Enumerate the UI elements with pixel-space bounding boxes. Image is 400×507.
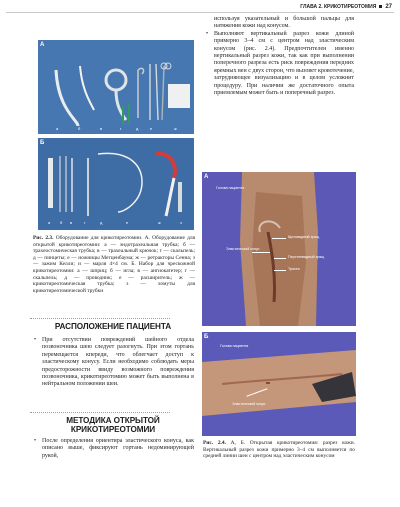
figure-2-4-panel-b xyxy=(202,332,356,436)
annotation-line xyxy=(274,258,286,259)
caption-lead: Рис. 2.4. xyxy=(203,440,226,446)
right-column-text xyxy=(206,16,354,97)
annotation: Эластический конус xyxy=(226,247,260,251)
sublabel: г xyxy=(120,126,122,131)
sublabel: ж xyxy=(174,126,177,131)
panel-label-a: А xyxy=(204,174,209,180)
bullet-text: При отсутствии повреждений шейного отдела позвоночника шею следует разогнуть. При этом гортань перемещается кпереди, что облегчает доступ к эластическому конусу. Если необходимо соблюдать меры предосторожности ввиду возможного повреждения позвоночника, крикотиреотомию может быть выполнена в нейтральном положении шеи. xyxy=(42,337,194,388)
bullet-text: После определения ориентира эластического конуса, как описано выше, фиксируют гортань недоминирующей рукой, xyxy=(42,438,194,459)
sublabel: ж xyxy=(158,220,161,225)
position-bullet-text xyxy=(34,337,194,389)
annotation: Эластический конус xyxy=(232,402,266,406)
annotation: Перстневидный хрящ xyxy=(288,255,325,259)
caption-text: Оборудование для крикотиреотомии. А. Оборудование для открытой крикотиреотомии: а — эндотрахеальная трубка; б — трахеостомическая трубка; в — трахеальный крючок; г — скальпель; д — пинцеты; е — ножницы Метценбаума; ж — ретракторы Сенна; з — зажим Келли; и — марля 4×4 см. Б. Набор для чрескожной крикотиреотомии: а — шприц; б — игла; в — ангиокатетер; г — скальпель; д — проводник; е — расширитель; ж — крикотиреотомическая трубка; з — хомуты для крикотиреотомической трубки xyxy=(33,235,195,294)
chapter-title: ГЛАВА 2. КРИКОТИРЕОТОМИЯ xyxy=(300,3,377,10)
bullet-text: Выполняют вертикальный разрез кожи длиной примерно 3–4 см с центром над эластическим конусом (рис. 2.4). Предпочтителен именно вертикальный разрез кожи, так как при выполнении поперечного разреза есть риск повреждения передних яремных вен с двух сторон, что вызовет кровотечение, затрудняющее визуализацию и в целом усложнит процедуру. При наличии же достаточного опыта приемлемым может быть и поперечный разрез. xyxy=(214,30,354,97)
panel-label-b: Б xyxy=(204,334,209,340)
sublabel: д xyxy=(136,126,139,131)
figure-2-3-panel-a xyxy=(38,40,194,134)
figure-2-4-panel-a xyxy=(202,172,356,326)
sublabel: б xyxy=(78,126,81,131)
caption-lead: Рис. 2.3. xyxy=(33,235,54,241)
section-divider xyxy=(30,318,170,319)
sublabel: е xyxy=(126,220,129,225)
annotation: Голова пациента xyxy=(216,186,245,190)
figure-2-3-panel-b xyxy=(38,138,194,230)
sublabel: з xyxy=(180,220,182,225)
annotation: Голова пациента xyxy=(220,344,249,348)
section-heading: РАСПОЛОЖЕНИЕ ПАЦИЕНТА xyxy=(54,322,172,331)
header-rule xyxy=(6,12,394,13)
annotation-line xyxy=(274,270,286,271)
sublabel: а xyxy=(56,126,59,131)
sublabel: в xyxy=(70,220,73,225)
caption-text: А, Б. Открытая крикотиреотомия: разрез кожи. Вертикальный разрез кожи примерно 3–4 см выполняется по средней линии шеи с центром над эластическим конусом xyxy=(203,440,355,460)
figure-2-4-caption xyxy=(203,440,355,460)
annotation: Трахея xyxy=(288,267,300,271)
sublabel: е xyxy=(150,126,153,131)
separator-square-icon xyxy=(379,5,382,8)
section-heading: МЕТОДИКА ОТКРЫТОЙ КРИКОТИРЕОТОМИИ xyxy=(66,416,160,434)
annotation-line xyxy=(272,238,286,239)
annotation-line xyxy=(252,252,270,253)
continuation-text: используя указательный и большой пальцы для натяжения кожи над конусом. xyxy=(214,16,354,30)
bullet-icon: • xyxy=(34,438,37,444)
page-number: 27 xyxy=(385,3,392,10)
method-bullet-text xyxy=(34,438,194,460)
sublabel: б xyxy=(60,220,63,225)
running-header xyxy=(206,2,392,11)
equipment-tray-illustration xyxy=(38,40,194,134)
sublabel: г xyxy=(84,220,86,225)
panel-label-a: A xyxy=(40,42,45,48)
percutaneous-kit-illustration xyxy=(38,138,194,230)
figure-2-3-caption xyxy=(33,235,195,294)
sublabel: а xyxy=(48,220,51,225)
section-divider xyxy=(30,412,170,413)
sublabel: д xyxy=(100,220,103,225)
panel-label-b: Б xyxy=(40,140,45,146)
sublabel: в xyxy=(100,126,103,131)
bullet-icon: • xyxy=(206,30,209,37)
annotation: Щитовидный хрящ xyxy=(288,235,320,239)
bullet-icon: • xyxy=(34,337,37,343)
